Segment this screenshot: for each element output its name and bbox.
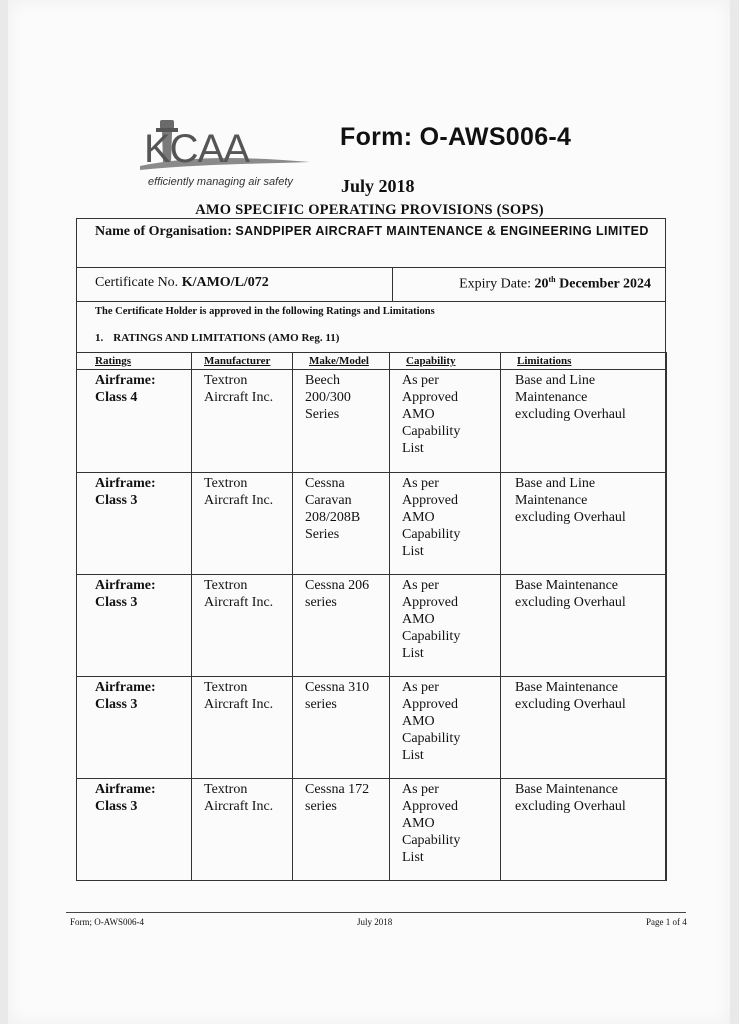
limitations-line: excluding Overhaul (515, 799, 626, 814)
make-model-line: series (305, 595, 337, 610)
limitations-line: Base Maintenance (515, 782, 619, 797)
header-ratings: Ratings (77, 353, 192, 370)
limitations-cell (501, 575, 667, 677)
manufacturer-line: Aircraft Inc. (204, 390, 274, 405)
form-date: July 2018 (341, 176, 415, 196)
section-title: RATINGS AND LIMITATIONS (AMO Reg. 11) (113, 332, 340, 344)
form-number: Form: O-AWS006-4 (340, 123, 572, 151)
make-model-cell (293, 575, 390, 677)
limitations-line: excluding Overhaul (515, 595, 626, 610)
make-model-line: series (305, 697, 337, 712)
capability-line: Approved (402, 390, 458, 405)
capability-line: Capability (402, 424, 461, 439)
capability-line: Approved (402, 493, 458, 508)
organisation-name: SANDPIPER AIRCRAFT MAINTENANCE & ENGINEERING LIMITED (235, 224, 649, 238)
capability-line: As per (402, 782, 439, 797)
capability-line: Approved (402, 595, 458, 610)
manufacturer-cell (192, 779, 293, 881)
limitations-line: Base Maintenance (515, 578, 619, 593)
header-make-model: Make/Model (293, 353, 390, 370)
expiry-day: 20 (534, 276, 549, 292)
rating-cell (77, 779, 192, 881)
capability-cell (390, 473, 501, 575)
capability-line: AMO (402, 612, 435, 627)
make-model-cell (293, 677, 390, 779)
section-number: 1. (95, 332, 104, 344)
limitations-line: Base and Line (515, 373, 596, 388)
expiry-date (459, 275, 651, 293)
capability-line: List (402, 544, 424, 559)
document-title: AMO SPECIFIC OPERATING PROVISIONS (SOPS) (195, 202, 544, 218)
capability-line: As per (402, 373, 439, 388)
capability-cell (390, 779, 501, 881)
manufacturer-line: Aircraft Inc. (204, 799, 274, 814)
table-row (77, 677, 667, 779)
make-model-line: series (305, 799, 337, 814)
rating-line: Class 3 (95, 799, 138, 814)
rating-cell (77, 473, 192, 575)
table-row (77, 575, 667, 677)
make-model-line: Cessna 206 (305, 578, 370, 593)
rating-line: Class 3 (95, 493, 138, 508)
capability-line: Approved (402, 799, 458, 814)
limitations-cell (501, 677, 667, 779)
capability-line: As per (402, 578, 439, 593)
rating-cell (77, 370, 192, 473)
expiry-month-year: December 2024 (559, 276, 651, 292)
make-model-cell (293, 370, 390, 473)
manufacturer-cell (192, 677, 293, 779)
manufacturer-line: Aircraft Inc. (204, 697, 274, 712)
capability-line: List (402, 646, 424, 661)
control-tower-logo-icon (138, 118, 328, 178)
footer-divider (66, 912, 686, 913)
rating-line: Airframe: (95, 476, 156, 491)
make-model-line: 208/208B (305, 510, 361, 525)
make-model-line: Cessna (305, 476, 345, 491)
footer-page: Page 1 of 4 (646, 917, 687, 927)
limitations-line: Maintenance (515, 493, 588, 508)
capability-line: Capability (402, 833, 461, 848)
certificate-divider (392, 268, 393, 301)
manufacturer-line: Textron (204, 578, 248, 593)
header-limitations: Limitations (501, 353, 667, 370)
table-row (77, 779, 667, 881)
organisation-row (77, 219, 665, 268)
footer-date: July 2018 (357, 917, 393, 927)
capability-line: Capability (402, 731, 461, 746)
limitations-line: Base and Line (515, 476, 596, 491)
capability-line: AMO (402, 714, 435, 729)
header-capability: Capability (390, 353, 501, 370)
make-model-line: 200/300 (305, 390, 351, 405)
rating-line: Airframe: (95, 373, 156, 388)
capability-line: AMO (402, 510, 435, 525)
capability-cell (390, 575, 501, 677)
logo-wordmark: KCAA (144, 127, 249, 171)
certificate-label: Certificate No. (95, 275, 179, 290)
kcaa-logo (138, 118, 328, 193)
manufacturer-line: Aircraft Inc. (204, 493, 274, 508)
manufacturer-cell (192, 473, 293, 575)
rating-line: Airframe: (95, 782, 156, 797)
make-model-line: Cessna 172 (305, 782, 370, 797)
limitations-cell (501, 779, 667, 881)
make-model-cell (293, 779, 390, 881)
table-row (77, 370, 667, 473)
capability-line: List (402, 748, 424, 763)
make-model-line: Series (305, 527, 340, 542)
limitations-line: excluding Overhaul (515, 697, 626, 712)
make-model-line: Beech (305, 373, 340, 388)
limitations-cell (501, 370, 667, 473)
section-heading (95, 332, 349, 344)
rating-cell (77, 575, 192, 677)
rating-line: Class 3 (95, 697, 138, 712)
approval-statement: The Certificate Holder is approved in the following Ratings and Limitations (95, 306, 435, 317)
capability-line: List (402, 441, 424, 456)
rating-line: Class 4 (95, 390, 138, 405)
make-model-line: Cessna 310 (305, 680, 370, 695)
limitations-line: excluding Overhaul (515, 407, 626, 422)
ratings-table (76, 352, 667, 881)
table-header-row (77, 353, 667, 370)
capability-line: List (402, 850, 424, 865)
manufacturer-line: Textron (204, 782, 248, 797)
manufacturer-line: Textron (204, 680, 248, 695)
make-model-cell (293, 473, 390, 575)
expiry-suffix: th (548, 275, 556, 284)
capability-line: Approved (402, 697, 458, 712)
certificate-row (77, 268, 665, 302)
limitations-line: excluding Overhaul (515, 510, 626, 525)
capability-line: As per (402, 680, 439, 695)
limitations-line: Maintenance (515, 390, 588, 405)
rating-line: Class 3 (95, 595, 138, 610)
limitations-cell (501, 473, 667, 575)
manufacturer-line: Textron (204, 476, 248, 491)
manufacturer-line: Aircraft Inc. (204, 595, 274, 610)
table-row (77, 473, 667, 575)
rating-line: Airframe: (95, 680, 156, 695)
capability-cell (390, 677, 501, 779)
certificate-number (95, 275, 269, 291)
capability-line: AMO (402, 407, 435, 422)
capability-line: Capability (402, 629, 461, 644)
make-model-line: Caravan (305, 493, 352, 508)
rating-line: Airframe: (95, 578, 156, 593)
manufacturer-cell (192, 575, 293, 677)
logo-tagline: efficiently managing air safety (148, 176, 293, 188)
capability-line: As per (402, 476, 439, 491)
certificate-value: K/AMO/L/072 (181, 275, 269, 290)
header-manufacturer: Manufacturer (192, 353, 293, 370)
make-model-line: Series (305, 407, 340, 422)
expiry-label: Expiry Date: (459, 276, 531, 292)
limitations-line: Base Maintenance (515, 680, 619, 695)
organisation-label: Name of Organisation: (95, 224, 232, 239)
footer-form: Form; O-AWS006-4 (70, 917, 145, 927)
capability-line: Capability (402, 527, 461, 542)
manufacturer-cell (192, 370, 293, 473)
manufacturer-line: Textron (204, 373, 248, 388)
rating-cell (77, 677, 192, 779)
capability-line: AMO (402, 816, 435, 831)
capability-cell (390, 370, 501, 473)
